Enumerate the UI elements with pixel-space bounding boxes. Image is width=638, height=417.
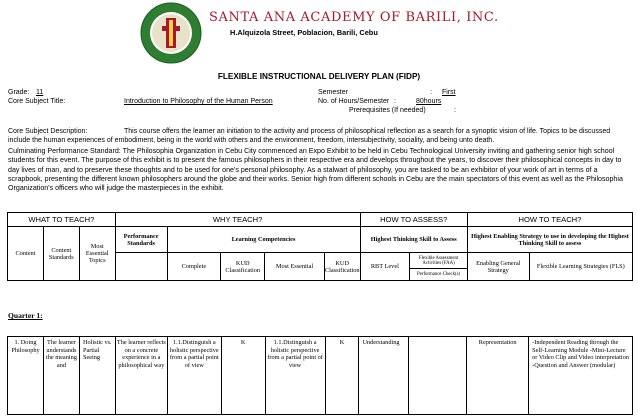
row-complete: 1.1.Distinguish a holistic perspective from a partial point of view — [167, 337, 221, 415]
content-standards-header: Content Standards — [43, 227, 79, 281]
row-rbt-level: Understanding — [359, 337, 409, 415]
row-faa — [409, 337, 467, 415]
fidp-data-table — [7, 336, 633, 415]
row-performance: The learner reflects on a concrete experience in a philosophical way — [115, 337, 167, 415]
fidp-header-table — [7, 212, 633, 281]
performance-standards-header: Performance Standards — [115, 227, 167, 253]
highest-thinking-skill-header: Highest Thinking Skill to Assess — [360, 227, 467, 253]
performance-check-header: Performance Check(s) — [410, 269, 468, 281]
performance-standards-empty — [115, 253, 167, 281]
semester-label: Semester — [318, 89, 348, 96]
table-row — [8, 337, 633, 415]
what-to-teach-header: WHAT TO TEACH? — [8, 213, 116, 227]
row-content-standards: The learner understands the meaning and — [43, 337, 79, 415]
row-content: 1. Doing Philosophy — [8, 337, 44, 415]
culminating-performance-standard — [8, 147, 634, 193]
highest-enabling-strategy-header: Highest Enabling Strategy to use in developing the Highest Thinking Skill to assess — [467, 227, 632, 253]
subject-value: Introduction to Philosophy of the Human Person — [124, 98, 273, 105]
learning-competencies-header: Learning Competencies — [167, 227, 360, 253]
kud-classification-header-2: KUD Classification — [324, 253, 360, 281]
row-most-essential: 1.1.Distinguish a holistic perspective from a partial point of view — [265, 337, 325, 415]
quarter-label: Quarter 1: — [8, 311, 43, 320]
row-general-strategy: Representation — [467, 337, 529, 415]
prereq-colon: : — [454, 107, 456, 114]
row-topics: Holistic vs. Partial Seeing — [79, 337, 115, 415]
hours-value: 80hours — [416, 98, 442, 105]
most-essential-header: Most Essential — [265, 253, 325, 281]
enabling-general-strategy-header: Enabling General Strategy — [467, 253, 529, 281]
flexible-learning-strategies-header: Flexible Learning Strategies (FLS) — [529, 253, 632, 281]
school-address: H.Alquizola Street, Poblacion, Barili, Cebu — [230, 28, 378, 37]
why-teach-header: WHY TEACH? — [115, 213, 360, 227]
how-to-assess-header: HOW TO ASSESS? — [360, 213, 467, 227]
description-label: Core Subject Description: — [8, 128, 88, 135]
core-subject-description — [8, 127, 634, 146]
rbt-level-header: RBT Level — [360, 253, 410, 281]
cps-label: Culminating Performance Standard: — [8, 147, 121, 155]
kud-classification-header-1: KUD Classification — [221, 253, 265, 281]
hours-colon: : — [394, 98, 396, 105]
subject-label: Core Subject Title: — [8, 98, 66, 105]
complete-header: Complete — [167, 253, 221, 281]
semester-colon: : — [430, 89, 432, 96]
content-header: Content — [8, 227, 44, 281]
school-logo — [140, 2, 202, 64]
most-essential-topics-header: Most Essential Topics — [79, 227, 115, 281]
grade-value: 11 — [36, 89, 44, 96]
row-kud-2: K — [325, 337, 359, 415]
school-name: SANTA ANA ACADEMY OF BARILI, INC. — [209, 10, 499, 25]
prereq-label: Prerequisites (If needed) — [349, 107, 426, 114]
flexible-assessment-header: Flexible Assessment Activities (FAA) — [410, 253, 468, 269]
row-kud-1: K — [221, 337, 265, 415]
plan-title: FLEXIBLE INSTRUCTIONAL DELIVERY PLAN (FIDP) — [217, 72, 421, 81]
how-to-teach-header: HOW TO TEACH? — [467, 213, 632, 227]
row-flexible-learning: -Independent Reading through the Self-Learning Module -Mini-Lecture or Video Clip and Video interpretation -Question and Answer (modular) — [529, 337, 633, 415]
hours-label: No. of Hours/Semester — [318, 98, 390, 105]
cps-text: The Philosophia Organization in Cebu City commenced an Expo Exhibit to be held in Cebu Technological University inviting and gathering senior high school students for this event. The purpose of this exhibit is to present the famous philosophers in their respective era and develops throughout the years, to discover their philosophical concepts in day to day lives of man, and to preserve these thoughts and to be used for one's personal philosophy. As a stalwart of philosophy, you are tasked to be an exhibitor of your work of art in terms of a scrapbook, presenting the different known philosophers around the globe and their works. Senior high from different schools in Cebu are the main spectators of this event as well as the Philosophia Organization's officers who will judge the masterpieces in the exhibit. — [8, 147, 623, 193]
description-text: This course offers the learner an initiation to the activity and process of philosophical reflection as a search for a synoptic vision of life. Topics to be discussed include the human experiences of embodiment, being in the world with others and the environment, freedom, intersubjectivity, sociality, and being unto death. — [8, 128, 611, 145]
grade-label: Grade: — [8, 89, 30, 96]
semester-value: First — [442, 89, 456, 96]
